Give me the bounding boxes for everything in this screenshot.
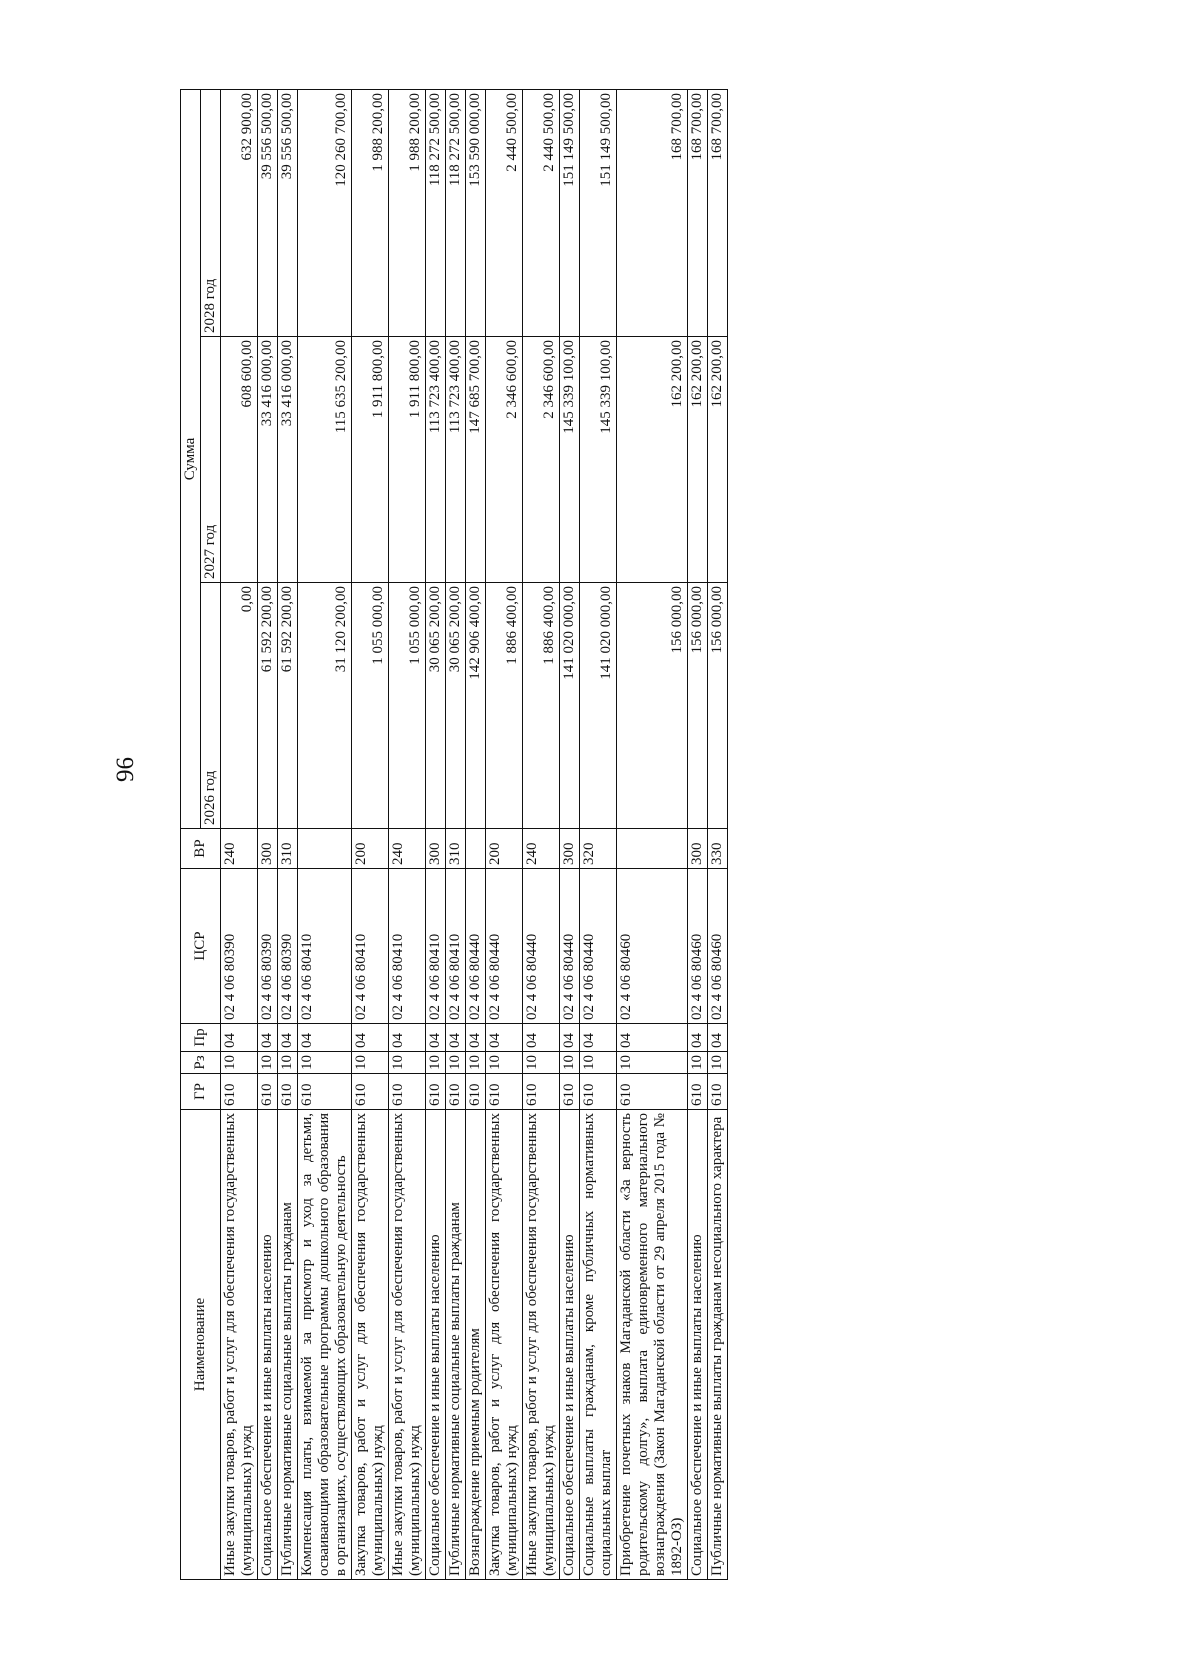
table-row [708,89,728,1579]
header-2027: 2027 год [201,337,221,583]
cell-pr: 04 [617,1024,688,1052]
rotated-table-container [180,90,830,1580]
cell-vr: 300 [688,829,708,869]
cell-csr: 02 4 06 80410 [389,869,426,1024]
cell-csr: 02 4 06 80440 [523,869,560,1024]
cell-vr: 300 [258,829,278,869]
cell-rz: 10 [688,1052,708,1074]
cell-2028: 168 700,00 [708,89,728,336]
cell-rz: 10 [221,1052,258,1074]
cell-name: Публичные нормативные социальные выплаты гражданам [278,1110,298,1580]
header-gr: ГР [181,1074,221,1110]
cell-gr: 610 [278,1074,298,1110]
cell-vr: 330 [708,829,728,869]
cell-pr: 04 [446,1024,466,1052]
cell-2027: 113 723 400,00 [426,337,446,583]
cell-2026: 156 000,00 [688,583,708,829]
cell-2028: 153 590 000,00 [466,89,486,336]
cell-pr: 04 [278,1024,298,1052]
cell-2027: 33 416 000,00 [278,337,298,583]
cell-2027: 1 911 800,00 [389,337,426,583]
header-name: Наименование [181,1110,221,1580]
header-sum: Сумма [181,89,201,828]
cell-csr: 02 4 06 80390 [258,869,278,1024]
cell-2026: 1 055 000,00 [389,583,426,829]
cell-2028: 120 260 700,00 [298,89,352,336]
cell-2026: 61 592 200,00 [278,583,298,829]
cell-2028: 632 900,00 [221,89,258,336]
cell-gr: 610 [580,1074,617,1110]
cell-2027: 115 635 200,00 [298,337,352,583]
budget-table [180,89,728,1580]
cell-name: Иные закупки товаров, работ и услуг для обеспечения государственных (муниципальных) нужд [389,1110,426,1580]
cell-vr: 310 [446,829,466,869]
header-csr: ЦСР [181,869,221,1024]
cell-name: Социальное обеспечение и иные выплаты населению [426,1110,446,1580]
cell-pr: 04 [523,1024,560,1052]
cell-2027: 147 685 700,00 [466,337,486,583]
table-body [221,89,728,1579]
cell-csr: 02 4 06 80460 [708,869,728,1024]
cell-vr: 240 [523,829,560,869]
cell-vr [466,829,486,869]
cell-2028: 39 556 500,00 [258,89,278,336]
cell-vr [298,829,352,869]
cell-rz: 10 [523,1052,560,1074]
cell-2028: 1 988 200,00 [389,89,426,336]
cell-pr: 04 [258,1024,278,1052]
cell-2026: 142 906 400,00 [466,583,486,829]
cell-rz: 10 [708,1052,728,1074]
cell-2028: 168 700,00 [617,89,688,336]
cell-name: Иные закупки товаров, работ и услуг для обеспечения государственных (муниципальных) нужд [221,1110,258,1580]
header-pr: Пр [181,1024,221,1052]
table-row [446,89,466,1579]
cell-vr: 200 [352,829,389,869]
cell-gr: 610 [688,1074,708,1110]
cell-gr: 610 [298,1074,352,1110]
cell-csr: 02 4 06 80440 [580,869,617,1024]
table-row [466,89,486,1579]
cell-vr: 240 [221,829,258,869]
cell-csr: 02 4 06 80440 [560,869,580,1024]
cell-pr: 04 [221,1024,258,1052]
cell-rz: 10 [389,1052,426,1074]
cell-csr: 02 4 06 80440 [466,869,486,1024]
table-row [617,89,688,1579]
cell-2027: 1 911 800,00 [352,337,389,583]
cell-csr: 02 4 06 80410 [446,869,466,1024]
cell-2026: 156 000,00 [617,583,688,829]
cell-rz: 10 [278,1052,298,1074]
cell-name: Закупка товаров, работ и услуг для обеспечения государственных (муниципальных) нужд [486,1110,523,1580]
cell-2026: 141 020 000,00 [580,583,617,829]
cell-pr: 04 [298,1024,352,1052]
cell-name: Компенсация платы, взимаемой за присмотр и уход за детьми, осваивающими образовательные программы дошкольного образования в организациях, осуществляющих образовательную деятельность [298,1110,352,1580]
table-row [278,89,298,1579]
cell-csr: 02 4 06 80410 [426,869,446,1024]
cell-rz: 10 [466,1052,486,1074]
header-vr: ВР [181,829,221,869]
cell-rz: 10 [352,1052,389,1074]
cell-2027: 2 346 600,00 [486,337,523,583]
cell-2028: 118 272 500,00 [446,89,466,336]
cell-2026: 141 020 000,00 [560,583,580,829]
cell-gr: 610 [221,1074,258,1110]
table-row [352,89,389,1579]
cell-rz: 10 [560,1052,580,1074]
cell-2026: 1 886 400,00 [523,583,560,829]
cell-pr: 04 [688,1024,708,1052]
cell-name: Социальные выплаты гражданам, кроме публичных нормативных социальных выплат [580,1110,617,1580]
cell-gr: 610 [466,1074,486,1110]
cell-2026: 156 000,00 [708,583,728,829]
cell-gr: 610 [426,1074,446,1110]
cell-2026: 61 592 200,00 [258,583,278,829]
cell-vr: 300 [426,829,446,869]
cell-2026: 0,00 [221,583,258,829]
table-row [389,89,426,1579]
page-number: 96 [112,757,139,782]
cell-gr: 610 [560,1074,580,1110]
cell-pr: 04 [560,1024,580,1052]
table-row [221,89,258,1579]
table-row [560,89,580,1579]
cell-name: Публичные нормативные социальные выплаты гражданам [446,1110,466,1580]
cell-2028: 39 556 500,00 [278,89,298,336]
cell-gr: 610 [708,1074,728,1110]
cell-2027: 162 200,00 [617,337,688,583]
cell-2027: 145 339 100,00 [580,337,617,583]
cell-pr: 04 [486,1024,523,1052]
cell-2027: 2 346 600,00 [523,337,560,583]
header-2028: 2028 год [201,89,221,336]
cell-csr: 02 4 06 80440 [486,869,523,1024]
cell-pr: 04 [466,1024,486,1052]
cell-rz: 10 [446,1052,466,1074]
cell-name: Закупка товаров, работ и услуг для обеспечения государственных (муниципальных) нужд [352,1110,389,1580]
cell-name: Иные закупки товаров, работ и услуг для обеспечения государственных (муниципальных) нужд [523,1110,560,1580]
table-row [426,89,446,1579]
table-row [688,89,708,1579]
cell-2028: 151 149 500,00 [560,89,580,336]
cell-gr: 610 [523,1074,560,1110]
cell-name: Социальное обеспечение и иные выплаты населению [560,1110,580,1580]
cell-gr: 610 [486,1074,523,1110]
table-row [523,89,560,1579]
cell-rz: 10 [426,1052,446,1074]
cell-pr: 04 [708,1024,728,1052]
cell-2028: 118 272 500,00 [426,89,446,336]
cell-vr: 310 [278,829,298,869]
cell-vr [617,829,688,869]
cell-gr: 610 [446,1074,466,1110]
cell-csr: 02 4 06 80460 [688,869,708,1024]
cell-2028: 2 440 500,00 [523,89,560,336]
cell-name: Социальное обеспечение и иные выплаты населению [258,1110,278,1580]
cell-vr: 320 [580,829,617,869]
cell-2028: 151 149 500,00 [580,89,617,336]
cell-rz: 10 [580,1052,617,1074]
cell-name: Публичные нормативные выплаты гражданам несоциального характера [708,1110,728,1580]
cell-pr: 04 [352,1024,389,1052]
cell-gr: 610 [258,1074,278,1110]
cell-csr: 02 4 06 80460 [617,869,688,1024]
table-row [580,89,617,1579]
cell-2027: 162 200,00 [708,337,728,583]
cell-gr: 610 [352,1074,389,1110]
table-row [298,89,352,1579]
cell-2027: 113 723 400,00 [446,337,466,583]
cell-pr: 04 [426,1024,446,1052]
cell-2026: 1 886 400,00 [486,583,523,829]
cell-2027: 162 200,00 [688,337,708,583]
header-2026: 2026 год [201,583,221,829]
cell-name: Социальное обеспечение и иные выплаты населению [688,1110,708,1580]
cell-vr: 240 [389,829,426,869]
cell-pr: 04 [580,1024,617,1052]
cell-2027: 145 339 100,00 [560,337,580,583]
cell-rz: 10 [617,1052,688,1074]
table-header [181,89,221,1579]
cell-2026: 31 120 200,00 [298,583,352,829]
cell-csr: 02 4 06 80390 [221,869,258,1024]
cell-gr: 610 [617,1074,688,1110]
cell-csr: 02 4 06 80410 [352,869,389,1024]
cell-rz: 10 [258,1052,278,1074]
cell-vr: 300 [560,829,580,869]
header-rz: Рз [181,1052,221,1074]
cell-vr: 200 [486,829,523,869]
cell-name: Вознаграждение приемным родителям [466,1110,486,1580]
cell-csr: 02 4 06 80410 [298,869,352,1024]
cell-csr: 02 4 06 80390 [278,869,298,1024]
cell-2027: 33 416 000,00 [258,337,278,583]
cell-2028: 1 988 200,00 [352,89,389,336]
cell-2026: 30 065 200,00 [426,583,446,829]
cell-rz: 10 [298,1052,352,1074]
table-row [258,89,278,1579]
cell-name: Приобретение почетных знаков Магаданской области «За верность родительскому долгу», выплата единовременного материального вознаграждения (Закон Магаданской области от 29 апреля 2015 года № 1892-ОЗ) [617,1110,688,1580]
cell-2028: 2 440 500,00 [486,89,523,336]
cell-gr: 610 [389,1074,426,1110]
cell-2028: 168 700,00 [688,89,708,336]
cell-rz: 10 [486,1052,523,1074]
cell-pr: 04 [389,1024,426,1052]
table-row [486,89,523,1579]
cell-2026: 1 055 000,00 [352,583,389,829]
cell-2026: 30 065 200,00 [446,583,466,829]
cell-2027: 608 600,00 [221,337,258,583]
